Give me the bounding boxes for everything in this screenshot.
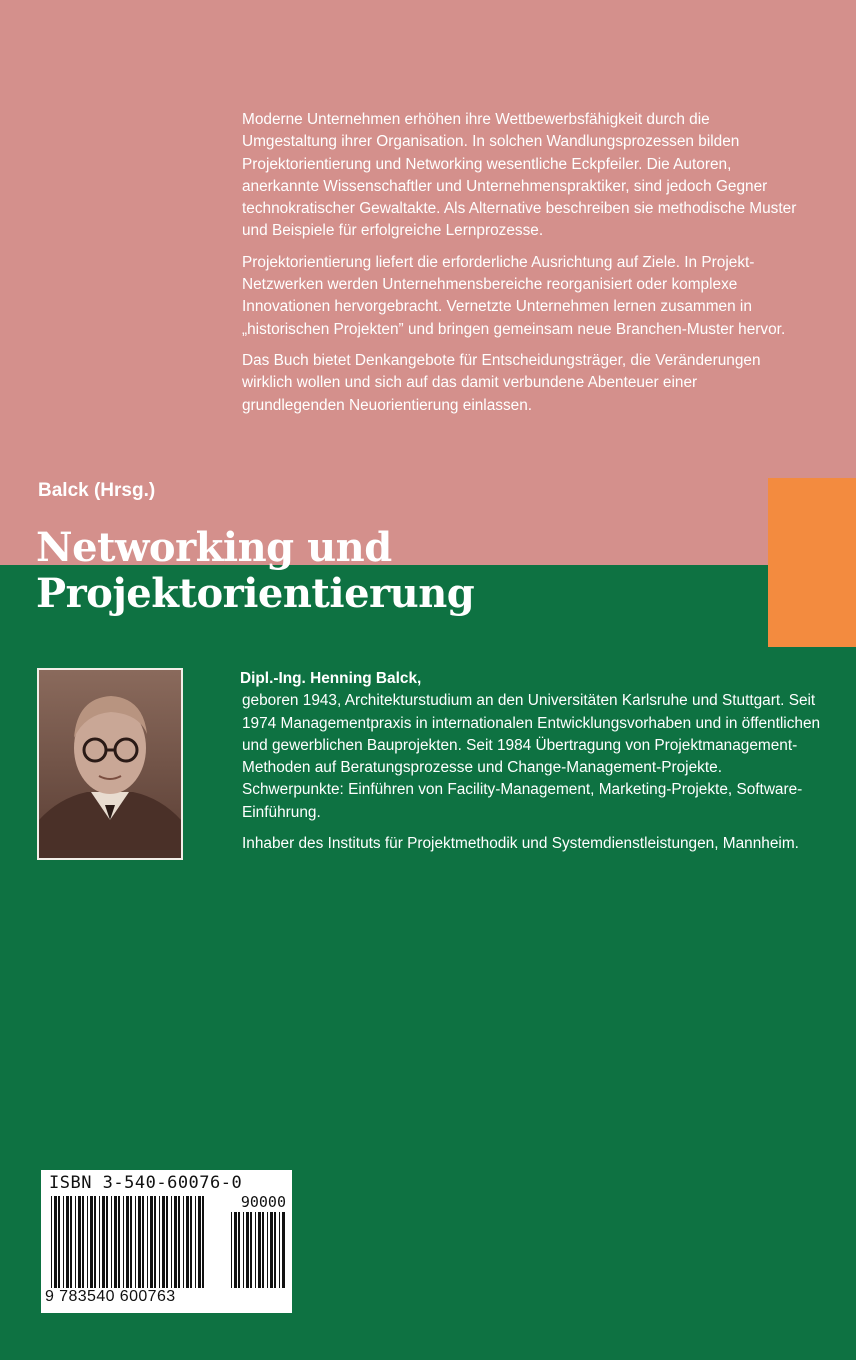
barcode-bar [66, 1196, 69, 1288]
barcode-bar [135, 1196, 136, 1288]
barcode-bar [142, 1196, 144, 1288]
barcode-bar [195, 1196, 196, 1288]
barcode-bar [282, 1212, 285, 1288]
barcode-bar [75, 1196, 76, 1288]
barcode-bar [162, 1196, 165, 1288]
barcode-bar [118, 1196, 120, 1288]
barcode-bar [90, 1196, 93, 1288]
barcode-bar [234, 1212, 237, 1288]
barcode-bar [70, 1196, 72, 1288]
barcode-bar [102, 1196, 105, 1288]
author-affiliation: Inhaber des Instituts für Projektmethodik und Systemdienstleistungen, Mannheim. [242, 835, 799, 853]
barcode-bar [51, 1196, 52, 1288]
barcode-bar [78, 1196, 81, 1288]
blurb-paragraph-1: Moderne Unternehmen erhöhen ihre Wettbewerbsfähigkeit durch die Umgestaltung ihrer Organisation. In solchen Wandlungsprozessen bilden Projektorientierung und Networking wesentliche Eckpfeiler. Die Autoren, anerkannte Wissenschaftler und Unternehmenspraktiker, sind jedoch Gegner technokratischer Gewaltakte. Als Alternative beschreiben sie methodische Muster und Beispiele für erfolgreiche Lernprozesse. [242, 111, 797, 240]
barcode-bar [250, 1212, 252, 1288]
barcode-bar [54, 1196, 57, 1288]
barcode-bar [130, 1196, 132, 1288]
barcode-bar [166, 1196, 168, 1288]
barcode-bar [99, 1196, 100, 1288]
barcode-bar [246, 1212, 249, 1288]
barcode-bar [147, 1196, 148, 1288]
barcode-bar [262, 1212, 264, 1288]
barcode-bar [174, 1196, 177, 1288]
barcode-bar [274, 1212, 276, 1288]
addon-bars [231, 1212, 286, 1288]
barcode-bar [178, 1196, 180, 1288]
barcode-bar [190, 1196, 192, 1288]
barcode-bar [238, 1212, 240, 1288]
barcode-bars [51, 1196, 209, 1288]
barcode-bar [150, 1196, 153, 1288]
barcode-bar [255, 1212, 256, 1288]
blurb-paragraph-2: Projektorientierung liefert die erforderliche Ausrichtung auf Ziele. In Projekt-Netzwerken werden Unternehmensbereiche reorganisiert oder komplexe Innovationen hervorgebracht. Vernetzte Unternehmen lernen zusammen in „historischen Projekten” und bringen gemeinsam neue Branchen-Muster hervor. [242, 253, 786, 338]
barcode-bar [243, 1212, 244, 1288]
barcode-bar [279, 1212, 280, 1288]
barcode-bar [171, 1196, 172, 1288]
barcode-bar [231, 1212, 232, 1288]
blurb-paragraph-3: Das Buch bietet Denkangebote für Entscheidungsträger, die Veränderungen wirklich wollen und sich auf das damit verbundene Abenteuer einer grundlegenden Neuorientierung einlassen. [242, 351, 761, 414]
barcode-bar [114, 1196, 117, 1288]
barcode-bar [94, 1196, 96, 1288]
author-name: Dipl.-Ing. Henning Balck, [240, 670, 422, 687]
barcode-bar [154, 1196, 156, 1288]
barcode-bar [267, 1212, 268, 1288]
barcode-bar [106, 1196, 108, 1288]
barcode-bar [123, 1196, 124, 1288]
barcode-bar [159, 1196, 160, 1288]
barcode-bar [258, 1212, 261, 1288]
barcode-bar [111, 1196, 112, 1288]
accent-block [768, 478, 856, 647]
book-title [36, 525, 474, 617]
title-line-1: Networking und [36, 524, 392, 571]
barcode-bar [58, 1196, 60, 1288]
barcode-bar [186, 1196, 189, 1288]
editor-label: Balck (Hrsg.) [38, 480, 156, 501]
title-line-2: Projektorientierung [36, 570, 475, 617]
price-addon-text: 90000 [240, 1193, 286, 1211]
barcode-bar [82, 1196, 84, 1288]
barcode-bar [138, 1196, 141, 1288]
barcode-bar [87, 1196, 88, 1288]
barcode-bar [202, 1196, 204, 1288]
author-bio-text: geboren 1943, Architekturstudium an den Universitäten Karlsruhe und Stuttgart. Seit 1974 Managementpraxis in internationalen Entwicklungsvorhaben und in öffentlichen und gewerblichen Bauprojekten. Seit 1984 Übertragung von Projektmanagement-Methoden auf Beratungsprozesse und Change-Management-Projekte. Schwerpunkte: Einführen von Facility-Management, Marketing-Projekte, Software-Einführung. [242, 692, 821, 821]
author-photo [37, 668, 183, 860]
ean-text: 9 783540 600763 [45, 1288, 176, 1305]
barcode-bar [270, 1212, 273, 1288]
portrait-illustration [39, 670, 181, 858]
isbn-barcode [41, 1170, 292, 1313]
author-bio [242, 668, 822, 864]
blurb [242, 109, 802, 426]
isbn-text: ISBN 3-540-60076-0 [49, 1173, 243, 1193]
barcode-bar [183, 1196, 184, 1288]
barcode-bar [198, 1196, 201, 1288]
barcode-bar [126, 1196, 129, 1288]
barcode-bar [63, 1196, 64, 1288]
